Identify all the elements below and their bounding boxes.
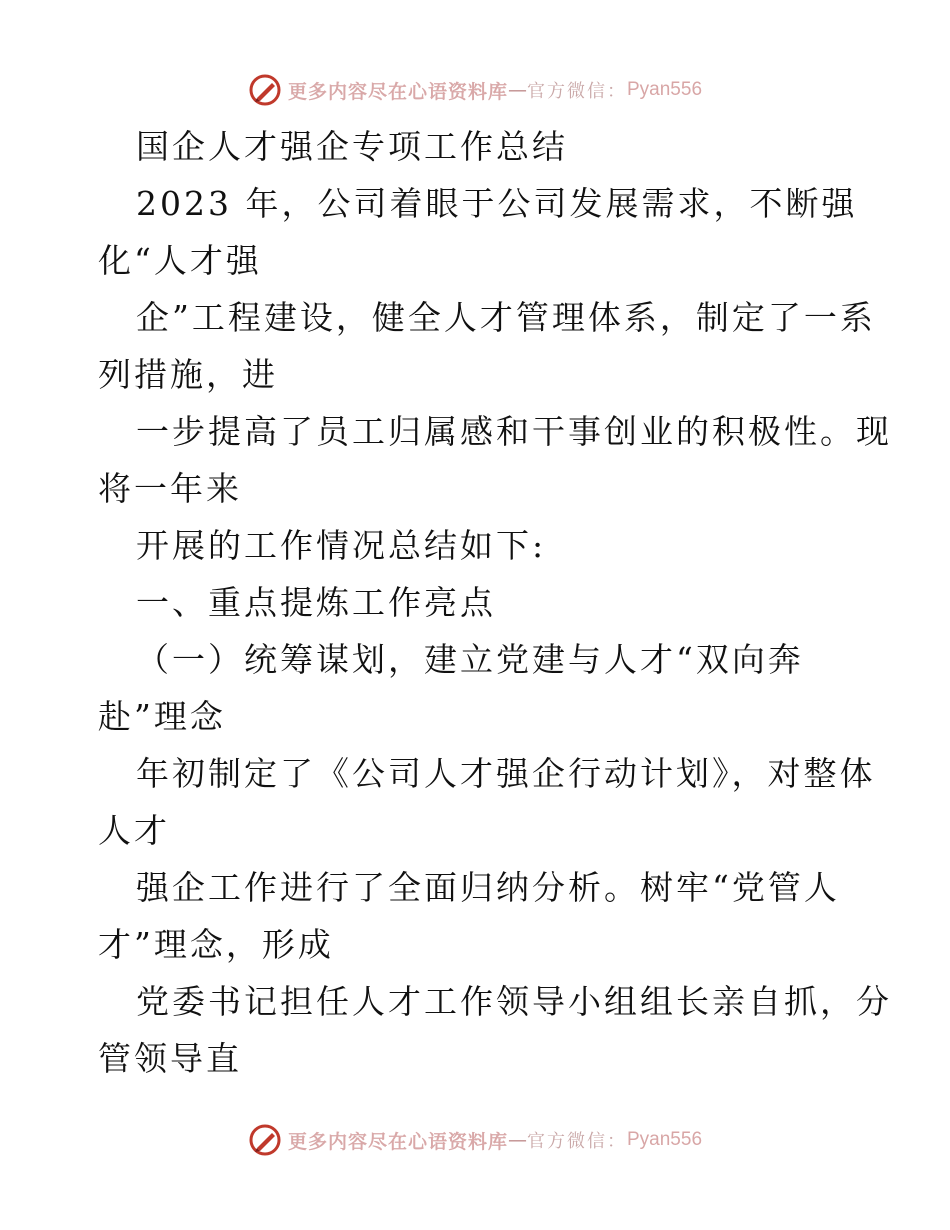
- subsection-heading: （一）统筹谋划，建立党建与人才“双向奔: [136, 640, 804, 679]
- paragraph-line: 开展的工作情况总结如下:: [136, 526, 547, 565]
- subsection-heading: 赴”理念: [98, 697, 226, 736]
- watermark-separator: —: [508, 1129, 527, 1151]
- document-title: 国企人才强企专项工作总结: [136, 127, 568, 166]
- paragraph-line: 化“人才强: [98, 241, 262, 280]
- pen-logo-icon: [248, 73, 282, 107]
- paragraph-line: 才”理念，形成: [98, 925, 334, 964]
- watermark-footer: [0, 1120, 950, 1160]
- paragraph-line: 强企工作进行了全面归纳分析。树牢“党管人: [136, 868, 840, 907]
- watermark-wechat-id: Pyan556: [627, 79, 703, 100]
- paragraph-line: 党委书记担任人才工作领导小组组长亲自抓，分: [136, 982, 892, 1021]
- section-heading: 一、重点提炼工作亮点: [136, 583, 496, 622]
- paragraph-line: 将一年来: [98, 469, 242, 508]
- watermark-separator: —: [508, 79, 527, 101]
- paragraph-line: 管领导直: [98, 1039, 242, 1078]
- paragraph-line: 企”工程建设，健全人才管理体系，制定了一系: [136, 298, 876, 337]
- pen-logo-icon: [248, 1123, 282, 1157]
- paragraph-line: 一步提高了员工归属感和干事创业的积极性。现: [136, 412, 892, 451]
- paragraph-line: 年初制定了《公司人才强企行动计划》，对整体: [136, 754, 876, 793]
- paragraph-line: 人才: [98, 811, 170, 850]
- paragraph-line: 列措施，进: [98, 355, 278, 394]
- watermark-header: [0, 70, 950, 110]
- document-body: [98, 118, 892, 1087]
- watermark-main-text: 更多内容尽在心语资料库: [287, 80, 508, 103]
- watermark-main-text: 更多内容尽在心语资料库: [287, 1130, 508, 1153]
- watermark-sub-text: 官方微信：: [527, 81, 627, 102]
- paragraph-line: 2023 年，公司着眼于公司发展需求，不断强: [136, 184, 858, 223]
- watermark-sub-text: 官方微信：: [527, 1131, 627, 1152]
- watermark-wechat-id: Pyan556: [627, 1129, 703, 1150]
